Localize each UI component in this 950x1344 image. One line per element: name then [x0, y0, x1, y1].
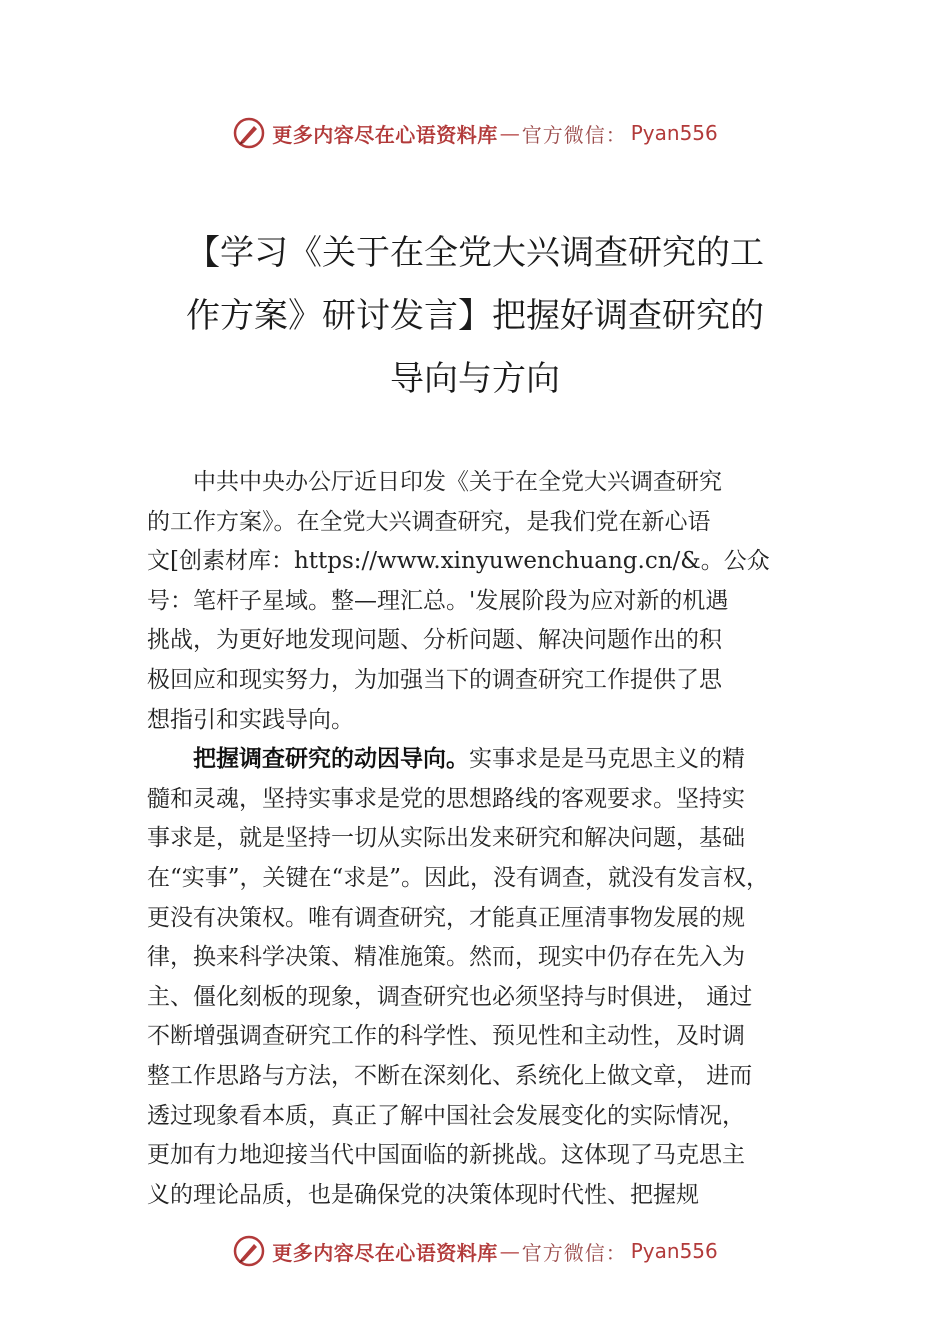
document-title: [150, 222, 800, 411]
title-line: 导向与方向: [390, 359, 560, 399]
text-line: 不断增强调查研究工作的科学性、预见性和主动性，及时调: [147, 1023, 745, 1050]
banner-wechat-label: 官方微信：: [521, 122, 627, 147]
text-run: 实事求是是马克思主义的精: [469, 746, 745, 773]
text-line: 号：笔杆子星域。整—理汇总。'发展阶段为应对新的机遇: [147, 587, 729, 614]
header-banner: [0, 116, 950, 150]
text-line: 文[创素材库：https://www.xinyuwenchuang.cn/&。公众: [147, 548, 770, 575]
text-line: 的工作方案》。在全党大兴调查研究，是我们党在新心语: [147, 508, 711, 535]
text-line: [147, 740, 827, 780]
text-line: 中共中央办公厅近日印发《关于在全党大兴调查研究: [147, 469, 722, 495]
text-line: 义的理论品质，也是确保党的决策体现时代性、把握规: [147, 1181, 699, 1208]
paragraph-1: [147, 463, 827, 740]
text-line: 髓和灵魂，坚持实事求是党的思想路线的客观要求。坚持实: [147, 785, 745, 812]
banner-wechat-id: Pyan556: [630, 121, 718, 145]
pen-logo-icon: [232, 1234, 266, 1268]
text-line: 挑战，为更好地发现问题、分析问题、解决问题作出的积: [147, 627, 722, 654]
banner-dash: —: [499, 1239, 520, 1263]
text-line: 律，换来科学决策、精准施策。然而，现实中仍存在先入为: [147, 944, 745, 971]
banner-wechat-label: 官方微信：: [521, 1240, 627, 1265]
banner-dash: —: [499, 121, 520, 145]
footer-banner: [0, 1234, 950, 1268]
text-line: 更没有决策权。唯有调查研究，才能真正厘清事物发展的规: [147, 904, 745, 931]
text-line: 主、僵化刻板的现象，调查研究也必须坚持与时俱进， 通过: [147, 983, 753, 1010]
document-body: [147, 463, 827, 1215]
title-line: 作方案》研讨发言】把握好调查研究的: [186, 296, 764, 336]
text-line: 事求是，就是坚持一切从实际出发来研究和解决问题，基础: [147, 825, 745, 852]
indent: [147, 746, 193, 772]
text-line: 透过现象看本质，真正了解中国社会发展变化的实际情况，: [147, 1102, 745, 1129]
text-line: 整工作思路与方法，不断在深刻化、系统化上做文章， 进而: [147, 1062, 753, 1089]
text-line: 更加有力地迎接当代中国面临的新挑战。这体现了马克思主: [147, 1142, 745, 1169]
text-line: 极回应和现实努力，为加强当下的调查研究工作提供了思: [147, 666, 722, 693]
text-line: 想指引和实践导向。: [147, 706, 354, 733]
banner-text: 更多内容尽在心语资料库: [272, 122, 498, 147]
banner-text: 更多内容尽在心语资料库: [272, 1240, 498, 1265]
text-line: 在“实事”，关键在“求是”。因此，没有调查，就没有发言权，: [147, 864, 770, 891]
title-line: 【学习《关于在全党大兴调查研究的工: [186, 233, 764, 273]
paragraph-2: [147, 740, 827, 1215]
banner-wechat-id: Pyan556: [630, 1239, 718, 1263]
section-heading: 把握调查研究的动因导向。: [193, 746, 469, 773]
pen-logo-icon: [232, 116, 266, 150]
